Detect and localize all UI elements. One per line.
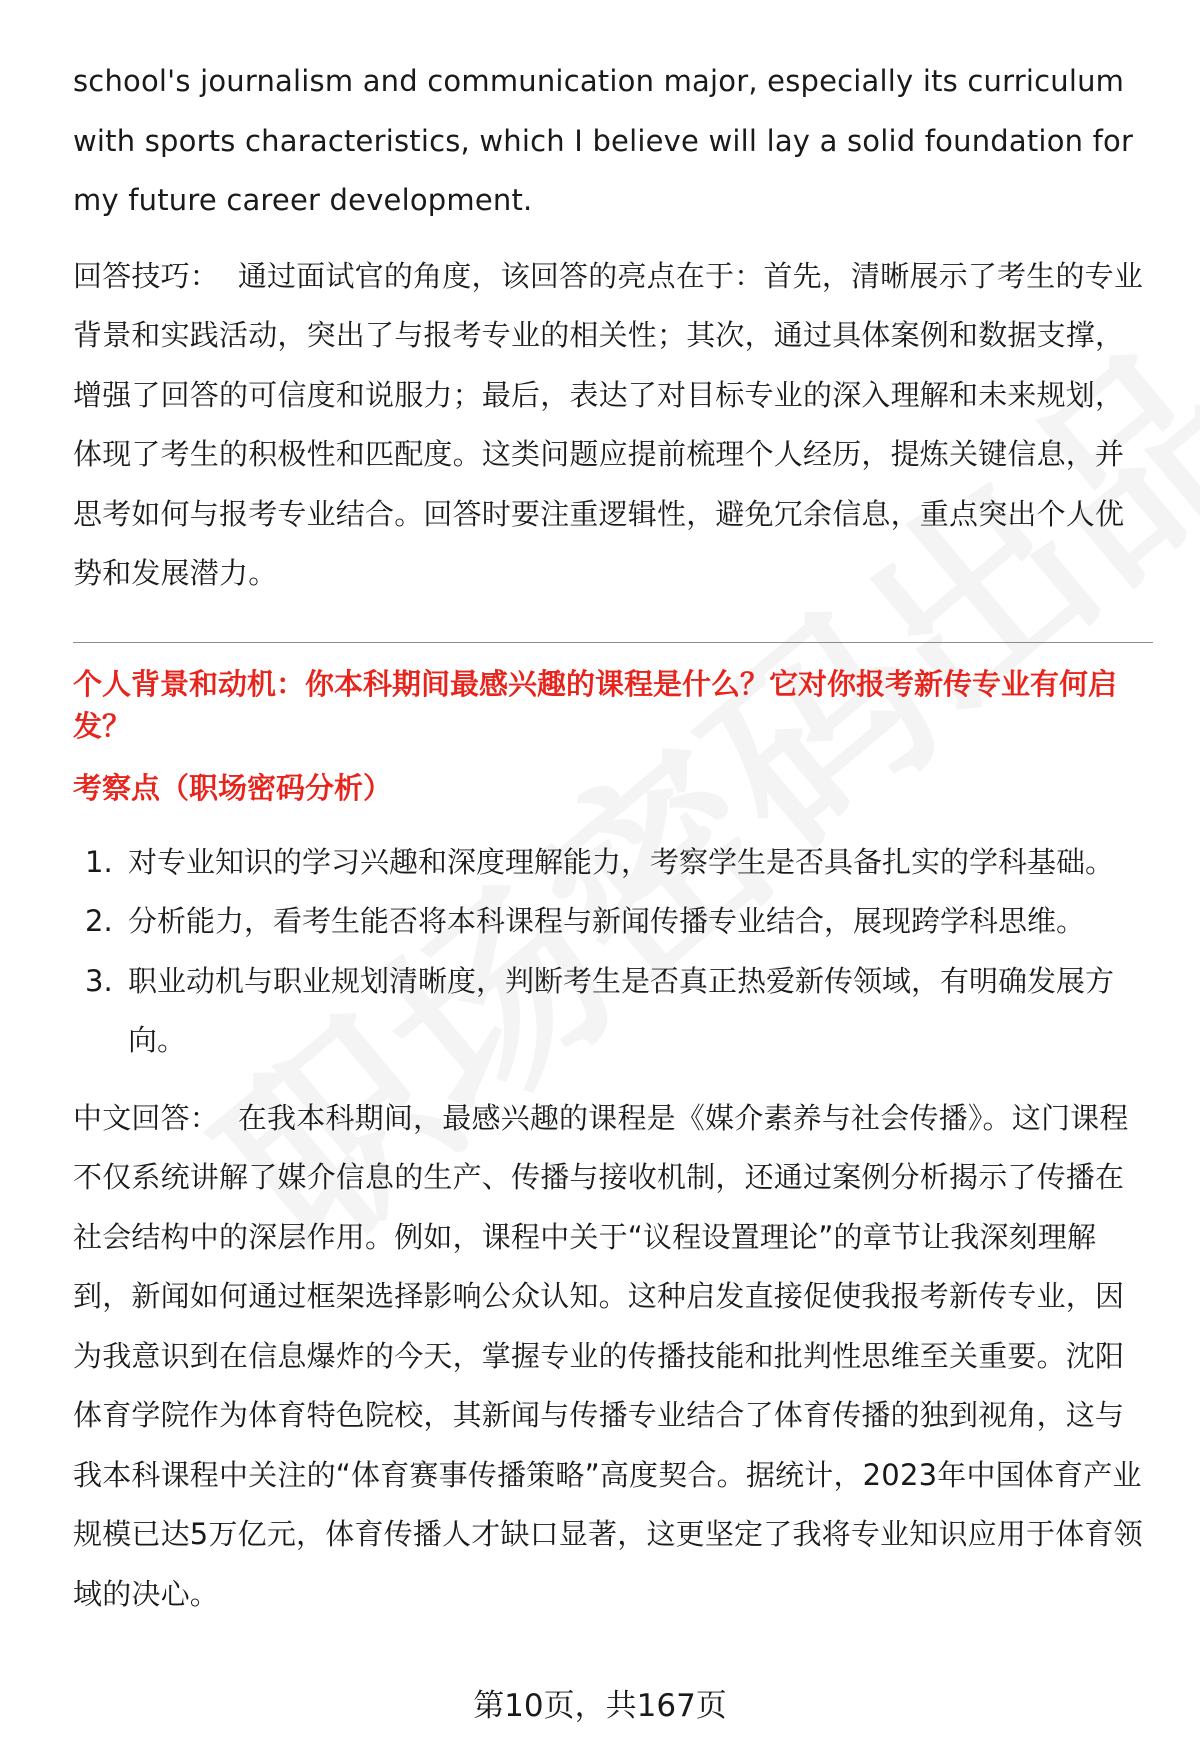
list-item: [73, 952, 1153, 1071]
tips-text: 通过面试官的角度，该回答的亮点在于：首先，清晰展示了考生的专业背景和实践活动，突出了与报考专业的相关性；其次，通过具体案例和数据支撑，增强了回答的可信度和说服力；最后，表达了对目标专业的深入理解和未来规划，体现了考生的积极性和匹配度。这类问题应提前梳理个人经历，提炼关键信息，并思考如何与报考专业结合。回答时要注重逻辑性，避免冗余信息，重点突出个人优势和发展潜力。: [73, 258, 1144, 590]
intro-paragraph: school's journalism and communication major, especially its curriculum with sports characteristics, which I believe will lay a solid foundation for my future career development.: [73, 64, 1134, 217]
focus-points-list: [73, 833, 1153, 1071]
list-item-number: 3.: [85, 963, 113, 998]
tips-paragraph: [73, 247, 1153, 604]
list-item: [73, 892, 1153, 952]
section-divider: [73, 642, 1153, 643]
page-number-footer: 第10页，共167页: [473, 1688, 727, 1724]
question-heading: 个人背景和动机：你本科期间最感兴趣的课程是什么？它对你报考新传专业有何启发？: [73, 666, 1118, 743]
list-item-number: 1.: [85, 844, 113, 879]
list-item-text: 对专业知识的学习兴趣和深度理解能力，考察学生是否具备扎实的学科基础。: [128, 844, 1115, 879]
answer-text: 在我本科期间，最感兴趣的课程是《媒介素养与社会传播》。这门课程不仅系统讲解了媒介信息的生产、传播与接收机制，还通过案例分析揭示了传播在社会结构中的深层作用。例如，课程中关于“议程设置理论”的章节让我深刻理解到，新闻如何通过框架选择影响公众认知。这种启发直接促使我报考新传专业，因为我意识到在信息爆炸的今天，掌握专业的传播技能和批判性思维至关重要。沈阳体育学院作为体育特色院校，其新闻与传播专业结合了体育传播的独到视角，这与我本科课程中关注的“体育赛事传播策略”高度契合。据统计，2023年中国体育产业规模已达5万亿元，体育传播人才缺口显著，这更坚定了我将专业知识应用于体育领域的决心。: [73, 1100, 1143, 1611]
answer-paragraph: [73, 1089, 1153, 1625]
list-item-number: 2.: [85, 904, 113, 938]
answer-label: 中文回答：: [73, 1100, 220, 1135]
focus-heading: 考察点（职场密码分析）: [73, 770, 393, 805]
list-item-text: 分析能力，看考生能否将本科课程与新闻传播专业结合，展现跨学科思维。: [128, 904, 1086, 938]
list-item: [73, 833, 1153, 893]
document-page: [73, 52, 1153, 1624]
tips-label: 回答技巧：: [73, 258, 220, 293]
list-item-text: 职业动机与职业规划清晰度，判断考生是否真正热爱新传领域，有明确发展方向。: [128, 963, 1115, 1057]
